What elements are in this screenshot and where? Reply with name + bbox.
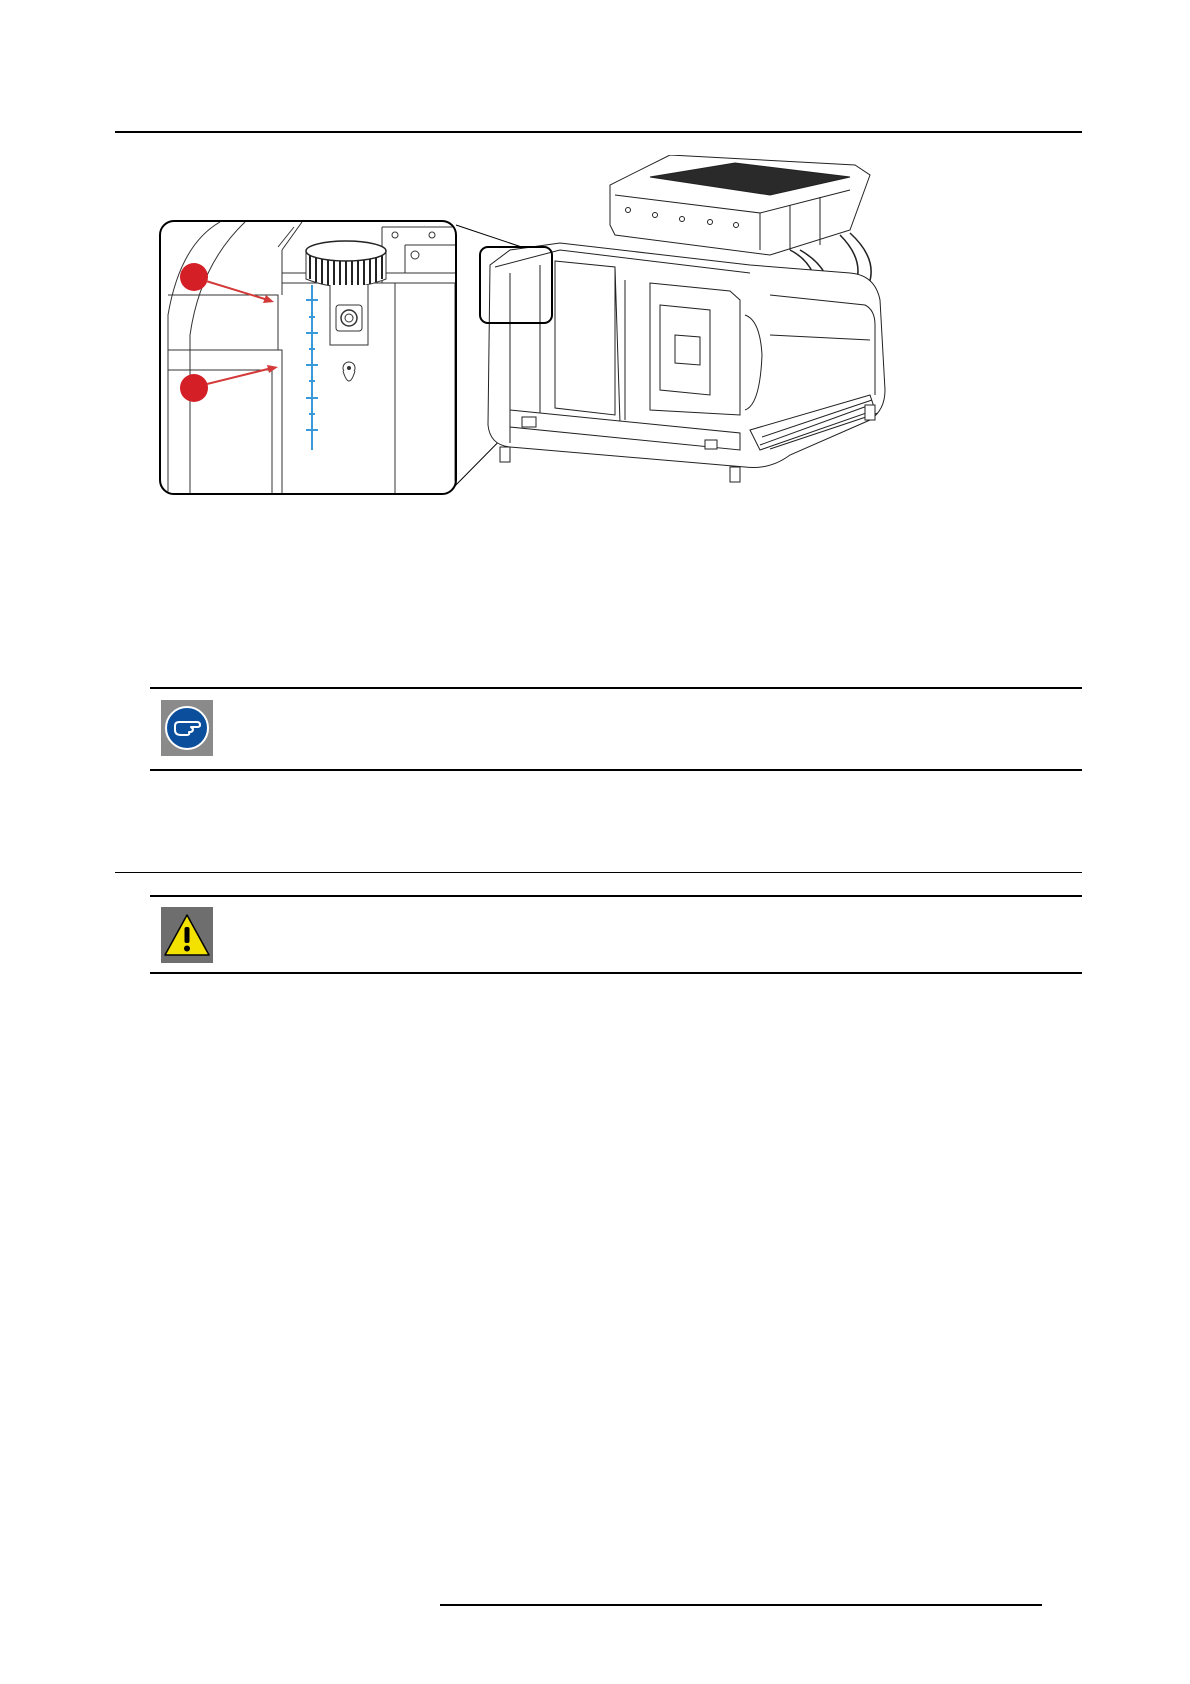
projector-body — [480, 155, 885, 482]
header-rule — [115, 131, 1082, 133]
note-top-rule — [150, 687, 1082, 689]
caution-icon-box — [161, 907, 213, 963]
note-bottom-rule — [150, 769, 1082, 771]
projector-illustration — [150, 155, 960, 535]
caution-top-rule — [150, 895, 1082, 897]
section-rule — [115, 872, 1082, 873]
caution-bottom-rule — [150, 972, 1082, 974]
detail-inset — [160, 221, 456, 494]
note-icon-box — [161, 700, 213, 756]
pointing-hand-icon — [161, 700, 213, 756]
warning-triangle-icon — [161, 907, 213, 963]
footer-rule — [440, 1604, 1042, 1606]
